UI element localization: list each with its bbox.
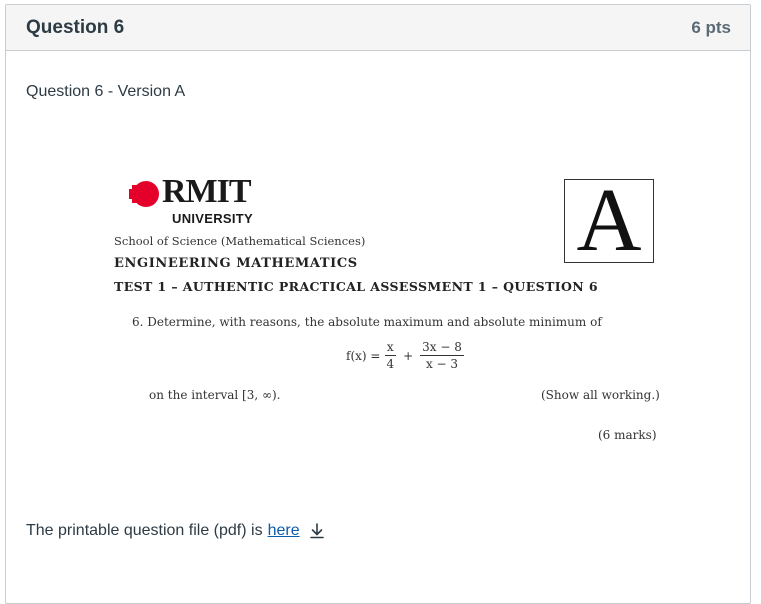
fraction-1-numerator: x (386, 340, 394, 354)
printable-file-text: The printable question file (pdf) is (26, 522, 263, 539)
logo-subtitle: UNIVERSITY (172, 211, 254, 226)
question-sheet-image (6, 5, 750, 603)
formula-lhs: f(x) = (346, 348, 381, 363)
question-title: Question 6 (26, 16, 125, 38)
question-card (5, 4, 751, 604)
question-points: 6 pts (691, 17, 731, 37)
course-name: ENGINEERING MATHEMATICS (114, 256, 358, 271)
logo-name: RMIT (162, 173, 251, 210)
show-working-note: (Show all working.) (541, 388, 660, 402)
pdf-download-link[interactable]: here (267, 522, 300, 539)
test-title: TEST 1 – AUTHENTIC PRACTICAL ASSESSMENT 1 – QUESTION 6 (114, 279, 598, 294)
function-formula (346, 340, 468, 371)
interval-text: on the interval [3, ∞). (149, 388, 281, 402)
formula-plus: + (403, 348, 414, 363)
fraction-2-denominator: x − 3 (425, 357, 459, 371)
school-name: School of Science (Mathematical Sciences) (114, 234, 366, 248)
marks-note: (6 marks) (598, 428, 657, 442)
rmit-logo-icon (128, 179, 160, 209)
fraction-2 (420, 340, 464, 371)
fraction-1-denominator: 4 (386, 357, 395, 371)
problem-statement: 6. Determine, with reasons, the absolute maximum and absolute minimum of (132, 315, 602, 329)
question-version-label: Question 6 - Version A (26, 83, 186, 100)
download-icon[interactable] (308, 522, 326, 540)
printable-file-line (26, 522, 326, 540)
fraction-2-numerator: 3x − 8 (422, 340, 462, 354)
version-letter: A (576, 171, 642, 270)
version-box (564, 171, 654, 270)
fraction-1 (384, 340, 396, 371)
